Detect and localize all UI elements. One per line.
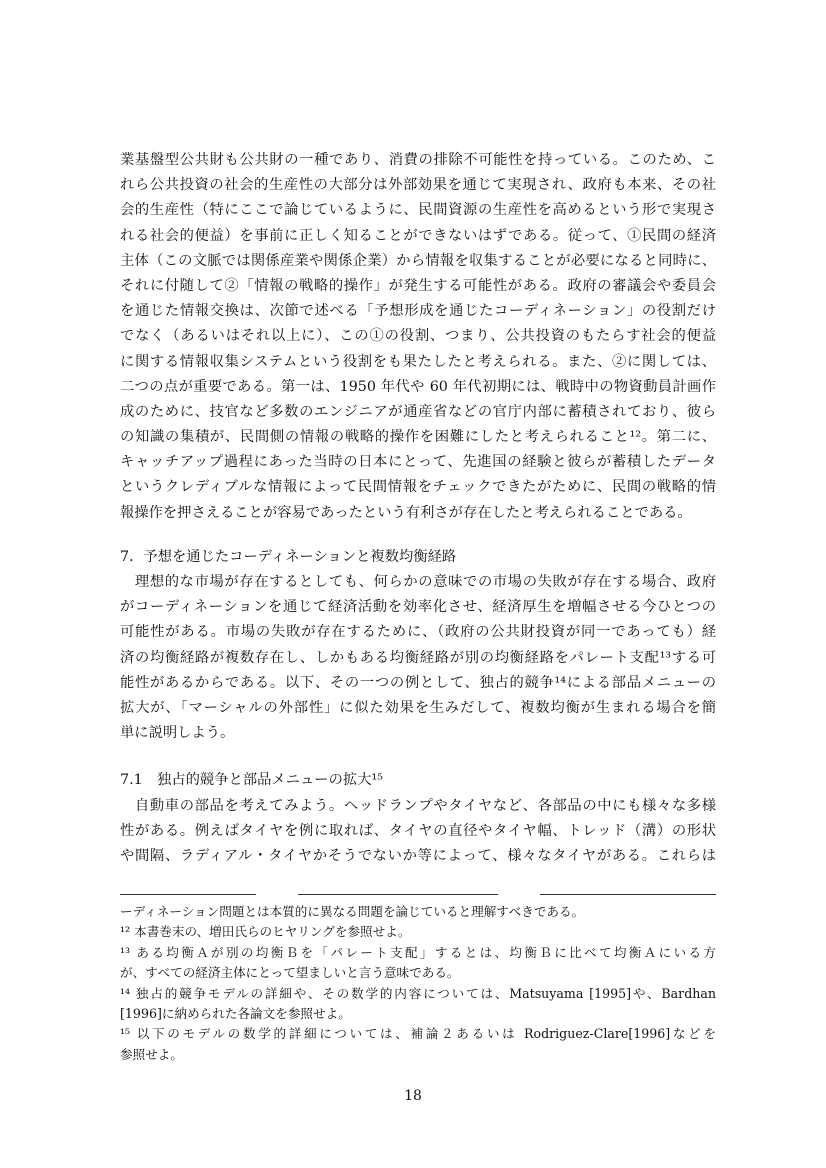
section-7-line: 能性があるからである。以下、その一つの例として、独占的競争¹⁴による部品メニューの: [120, 674, 716, 691]
section-7-line: 単に説明しよう。: [120, 725, 235, 742]
section-7-heading: 7．予想を通じたコーディネーションと複数均衡経路: [120, 549, 457, 565]
section-7-1-line: 自動車の部品を考えてみよう。ヘッドランプやタイヤなど、各部品の中にも様々な多様: [120, 798, 716, 814]
section-7-1-line: や間隔、ラディアル・タイヤかそうでないか等によって、様々なタイヤがある。これらは: [120, 848, 716, 865]
intro-line: に関する情報収集システムという役割をも果たしたと考えられる。また、②に関しては、: [120, 353, 716, 370]
section-7-1-paragraph: [120, 794, 716, 870]
footnote-15-cont: 参照せよ。: [120, 1046, 183, 1062]
section-7-paragraph: [120, 570, 716, 746]
intro-line: を通じた情報交換は、次節で述べる「予想形成を通じたコーディネーション」の役割だけ: [120, 303, 716, 320]
footnote-12: ¹² 本書巻末の、増田氏らのヒヤリングを参照せよ。: [120, 924, 411, 940]
intro-line: 会的生産性（特にここで論じているように、民間資源の生産性を高めるという形で実現さ: [120, 202, 716, 219]
footnote-15: ¹⁵ 以下のモデルの数学的詳細については、補論２あるいは Rodriguez-Clare[1996]などを: [120, 1026, 716, 1042]
intro-line: でなく（あるいはそれ以上に）、この①の役割、つまり、公共投資のもたらす社会的便益: [120, 328, 716, 345]
footnote-rule: [298, 894, 498, 895]
section-7-line: がコーディネーションを通じて経済活動を効率化させ、経済厚生を増幅させる今ひとつの: [120, 599, 716, 616]
footnote-13: ¹³ ある均衡Ａが別の均衡Ｂを「パレート支配」するとは、均衡Ｂに比べて均衡Ａにいる方: [120, 944, 716, 960]
intro-line: 主体（この文脈では関係産業や関係企業）から情報を収集することが必要になると同時に、: [120, 252, 716, 269]
intro-line: 報操作を押さえることが容易であったという有利さが存在したと考えられることである。: [120, 504, 692, 521]
footnote-14-cont: [1996]に納められた各論文を参照せよ。: [120, 1005, 351, 1021]
footnote-rule: [540, 894, 716, 895]
footnote-line: ーディネーション問題とは本質的に異なる問題を論じていると理解すべきである。: [120, 904, 585, 919]
footnotes: [120, 902, 716, 1065]
section-7-line: 理想的な市場が存在するとしても、何らかの意味での市場の失敗が存在する場合、政府: [120, 574, 716, 590]
page-number: 18: [404, 1088, 422, 1104]
intro-paragraph: [120, 148, 716, 526]
section-7-line: 可能性がある。市場の失敗が存在するために、（政府の公共財投資が同一であっても）経: [120, 624, 716, 641]
footnote-14: ¹⁴ 独占的競争モデルの詳細や、その数学的内容については、Matsuyama [1995]や、Bardhan: [120, 985, 716, 1001]
section-7-1-line: 性がある。例えばタイヤを例に取れば、タイヤの直径やタイヤ幅、トレッド（溝）の形状: [120, 823, 716, 840]
intro-line: の知識の集積が、民間側の情報の戦略的操作を困難にしたと考えられること¹²。第二に、: [120, 429, 716, 446]
intro-line: というクレディブルな情報によって民間情報をチェックできたがために、民間の戦略的情: [120, 479, 716, 496]
section-7-1-heading: 7.1 独占的競争と部品メニューの拡大¹⁵: [120, 772, 383, 788]
intro-line: れら公共投資の社会的生産性の大部分は外部効果を通じて実現され、政府も本来、その社: [120, 177, 716, 194]
intro-line: キャッチアップ過程にあった当時の日本にとって、先進国の経験と彼らが蓄積したデータ: [120, 454, 716, 471]
intro-line: 業基盤型公共財も公共財の一種であり、消費の排除不可能性を持っている。このため、こ: [120, 152, 716, 168]
footnote-rule: [120, 894, 256, 895]
intro-line: 二つの点が重要である。第一は、1950 年代や 60 年代初期には、戦時中の物資動員計画作: [120, 378, 716, 395]
footnote-13-cont: が、すべての経済主体にとって望ましいと言う意味である。: [120, 965, 460, 981]
intro-line: それに付随して②「情報の戦略的操作」が発生する可能性がある。政府の審議会や委員会: [120, 277, 716, 294]
section-7-line: 済の均衡経路が複数存在し、しかもある均衡経路が別の均衡経路をパレート支配¹³する可: [120, 649, 716, 666]
intro-line: れる社会的便益）を事前に正しく知ることができないはずである。従って、①民間の経済: [120, 227, 716, 244]
section-7-line: 拡大が、「マーシャルの外部性」に似た効果を生みだして、複数均衡が生まれる場合を簡: [120, 699, 716, 716]
intro-line: 成のために、技官など多数のエンジニアが通産省などの官庁内部に蓄積されており、彼ら: [120, 403, 716, 420]
